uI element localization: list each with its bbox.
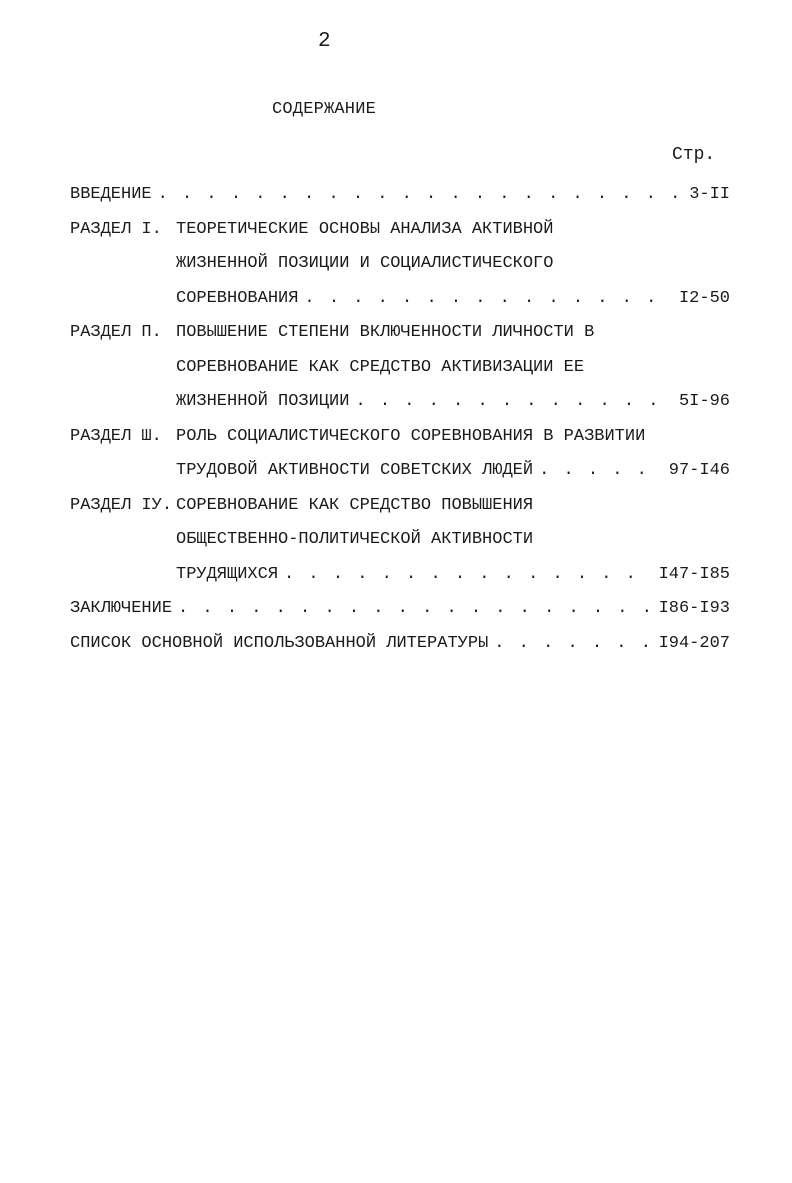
- toc-line: [70, 523, 730, 558]
- entry-title: ОБЩЕСТВЕННО-ПОЛИТИЧЕСКОЙ АКТИВНОСТИ: [176, 530, 534, 549]
- page-range: 5I-96: [678, 392, 730, 411]
- entry-title: ЖИЗНЕННОЙ ПОЗИЦИИ И СОЦИАЛИСТИЧЕСКОГО: [176, 254, 554, 273]
- section-label: РАЗДЕЛ I.: [70, 219, 162, 239]
- entry-title: ТЕОРЕТИЧЕСКИЕ ОСНОВЫ АНАЛИЗА АКТИВНОЙ: [176, 219, 554, 239]
- page-range: I86-I93: [658, 599, 730, 618]
- page-range: 97-I46: [668, 461, 730, 480]
- page-number: 2: [318, 30, 331, 53]
- entry-title: СОРЕВНОВАНИЕ КАК СРЕДСТВО АКТИВИЗАЦИИ ЕЕ: [176, 357, 585, 377]
- entry-title: СПИСОК ОСНОВНОЙ ИСПОЛЬЗОВАННОЙ ЛИТЕРАТУРЫ: [70, 633, 489, 653]
- toc-line: [70, 592, 730, 627]
- toc-line: [70, 627, 730, 662]
- entry-title: ЗАКЛЮЧЕНИЕ: [70, 599, 173, 618]
- toc-line: [70, 316, 730, 351]
- toc-line: [70, 454, 730, 489]
- page-range: I94-207: [658, 633, 730, 653]
- entry-title: ПОВЫШЕНИЕ СТЕПЕНИ ВКЛЮЧЕННОСТИ ЛИЧНОСТИ В: [176, 323, 595, 342]
- entry-title: ТРУДЯЩИХСЯ: [176, 564, 279, 584]
- page-range: I2-50: [678, 288, 730, 308]
- dot-leader: [304, 282, 673, 317]
- page-range: 3-II: [689, 185, 730, 204]
- dot-leader: [158, 178, 684, 213]
- entry-title: ТРУДОВОЙ АКТИВНОСТИ СОВЕТСКИХ ЛЮДЕЙ: [176, 461, 534, 480]
- entry-title: ЖИЗНЕННОЙ ПОЗИЦИИ: [176, 392, 350, 411]
- toc-line: [70, 351, 730, 386]
- section-label: РАЗДЕЛ IУ.: [70, 495, 173, 515]
- dot-leader: [539, 454, 663, 489]
- toc-line: [70, 420, 730, 455]
- toc-line: [70, 385, 730, 420]
- entry-title: СОРЕВНОВАНИЯ: [176, 288, 299, 308]
- table-of-contents: [70, 178, 730, 661]
- dot-leader: [284, 558, 653, 593]
- section-label: РАЗДЕЛ Ш.: [70, 426, 162, 446]
- page-range: I47-I85: [658, 564, 730, 584]
- entry-title: ВВЕДЕНИЕ: [70, 185, 152, 204]
- toc-line: [70, 489, 730, 524]
- page-column-label: Стр.: [672, 145, 716, 165]
- dot-leader: [494, 627, 652, 662]
- entry-title: РОЛЬ СОЦИАЛИСТИЧЕСКОГО СОРЕВНОВАНИЯ В РАЗВИТИИ: [176, 426, 646, 446]
- entry-title: СОРЕВНОВАНИЕ КАК СРЕДСТВО ПОВЫШЕНИЯ: [176, 495, 534, 515]
- section-label: РАЗДЕЛ П.: [70, 323, 162, 342]
- toc-line: [70, 247, 730, 282]
- toc-line: [70, 178, 730, 213]
- toc-line: [70, 213, 730, 248]
- page-title: СОДЕРЖАНИЕ: [272, 100, 377, 119]
- toc-line: [70, 282, 730, 317]
- toc-line: [70, 558, 730, 593]
- dot-leader: [178, 592, 653, 627]
- dot-leader: [355, 385, 673, 420]
